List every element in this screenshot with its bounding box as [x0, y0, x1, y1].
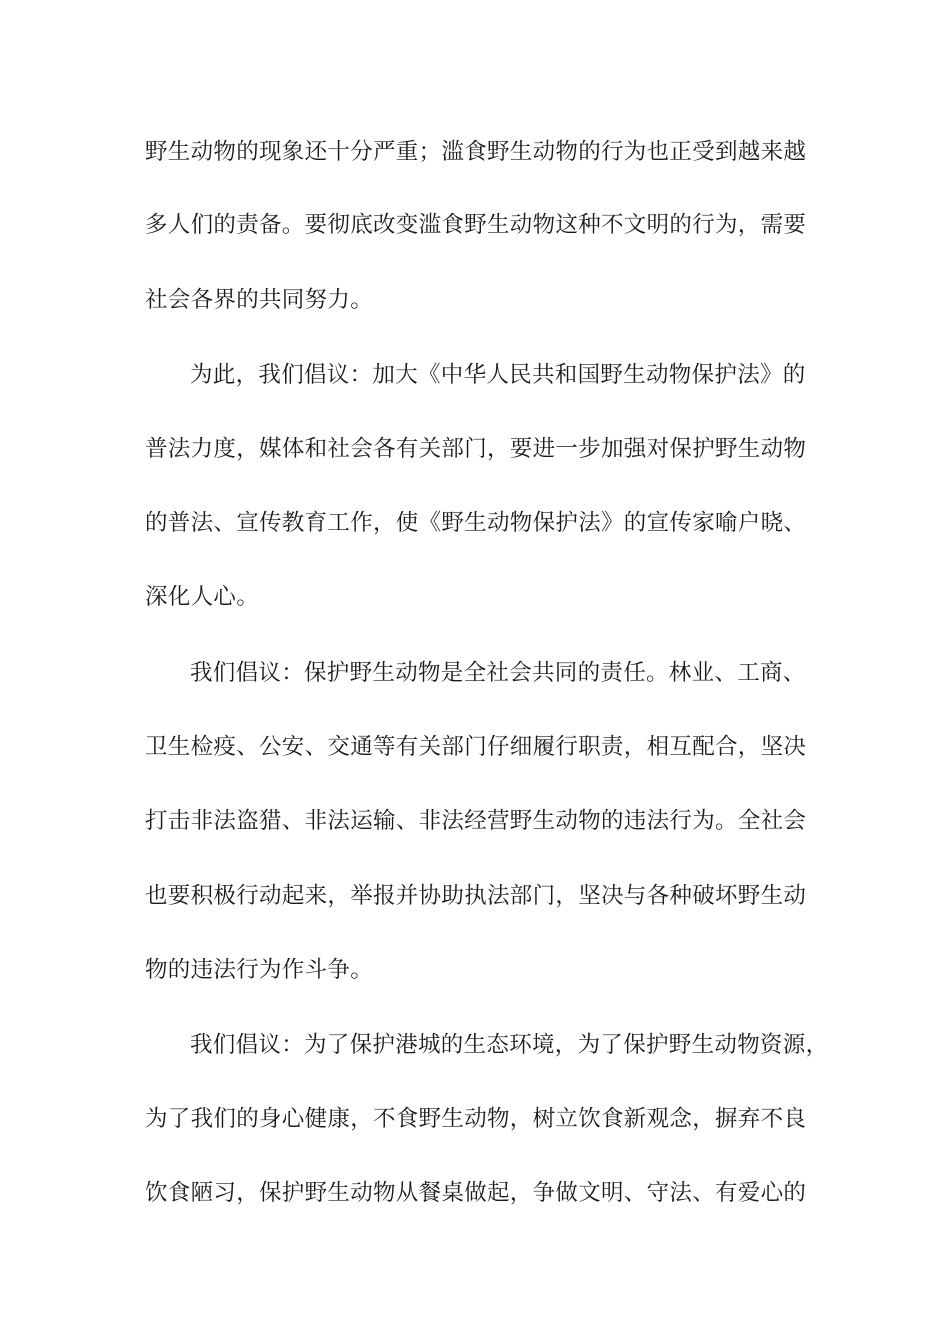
text-line: 卫生检疫、公安、交通等有关部门仔细履行职责，相互配合，坚决 — [145, 734, 807, 760]
paragraph-first-line: 我们倡议：保护野生动物是全社会共同的责任。林业、工商、 — [190, 660, 806, 686]
text-line: 为了我们的身心健康，不食野生动物，树立饮食新观念，摒弃不良 — [145, 1106, 807, 1132]
text-line: 野生动物的现象还十分严重；滥食野生动物的行为也正受到越来越 — [145, 139, 807, 165]
text-line: 物的违法行为作斗争。 — [145, 957, 374, 983]
text-line: 普法力度，媒体和社会各有关部门，要进一步加强对保护野生动物 — [145, 436, 807, 462]
text-line: 的普法、宣传教育工作，使《野生动物保护法》的宣传家喻户晓、 — [145, 510, 807, 536]
paragraph-first-line: 我们倡议：为了保护港城的生态环境，为了保护野生动物资源， — [190, 1032, 829, 1058]
paragraph-first-line: 为此，我们倡议：加大《中华人民共和国野生动物保护法》的 — [190, 362, 806, 388]
text-line: 社会各界的共同努力。 — [145, 287, 374, 313]
text-line: 饮食陋习，保护野生动物从餐桌做起，争做文明、守法、有爱心的 — [145, 1180, 807, 1206]
text-line: 打击非法盗猎、非法运输、非法经营野生动物的违法行为。全社会 — [145, 808, 807, 834]
text-line: 也要积极行动起来，举报并协助执法部门，坚决与各种破坏野生动 — [145, 883, 807, 909]
text-line: 深化人心。 — [145, 584, 260, 610]
text-line: 多人们的责备。要彻底改变滥食野生动物这种不文明的行为，需要 — [145, 212, 807, 238]
